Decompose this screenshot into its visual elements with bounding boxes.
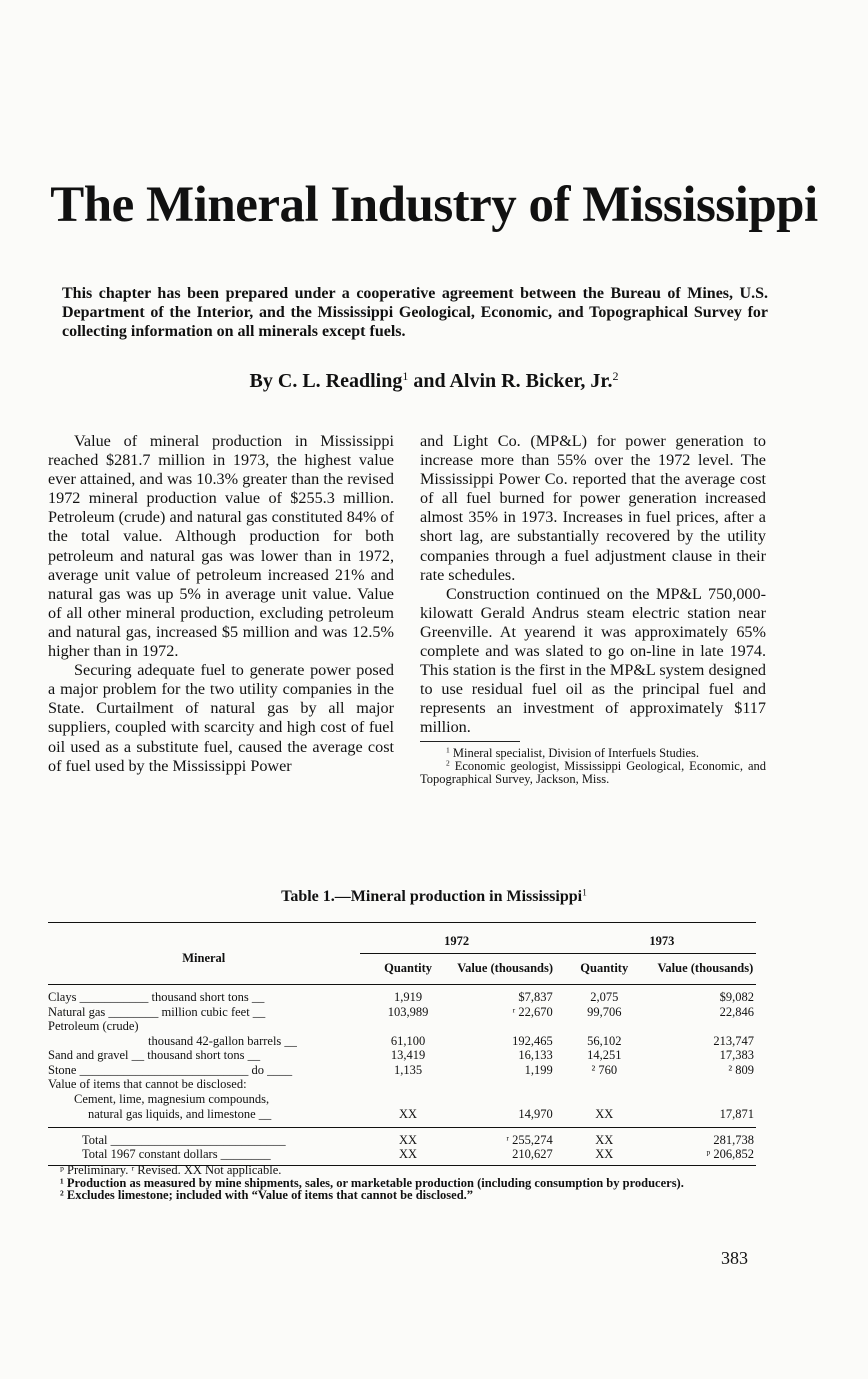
cell-mineral: Sand and gravel __ thousand short tons __ <box>48 1048 261 1062</box>
table-totals <box>48 1127 756 1165</box>
table-title <box>0 888 868 906</box>
table-title-text: Table 1.—Mineral production in Mississippi <box>281 888 583 905</box>
cell-value-1973: ᵖ 206,852 <box>655 1147 756 1165</box>
column-header-year-1973: 1973 <box>554 923 756 954</box>
cell-value-1973: ² 809 <box>728 1062 754 1077</box>
cell-quantity-1973: XX <box>554 1147 655 1165</box>
author-1-footnote-mark: 1 <box>402 368 409 383</box>
cell-quantity-1972 <box>360 1077 457 1092</box>
cell-quantity-1972: XX <box>360 1147 457 1165</box>
cell-quantity-1972: 1,135 <box>394 1062 423 1077</box>
page-number: 383 <box>721 1248 748 1268</box>
author-2-footnote-mark: 2 <box>612 368 619 383</box>
cell-value-1972: 192,465 <box>512 1033 553 1048</box>
cell-quantity-1973: ² 760 <box>591 1062 618 1077</box>
cell-quantity-1972: XX <box>360 1106 457 1127</box>
cell-mineral: Total ____________________________ <box>82 1132 286 1147</box>
table-note: ² Excludes limestone; included with “Value of items that cannot be disclosed.” <box>60 1188 474 1202</box>
cell-quantity-1973 <box>554 1019 655 1034</box>
cell-quantity-1972: 61,100 <box>390 1033 426 1048</box>
cell-mineral: natural gas liquids, and limestone __ <box>48 1106 360 1127</box>
cell-quantity-1972 <box>360 1092 457 1107</box>
cell-value-1972: 16,133 <box>518 1048 553 1062</box>
mineral-production-table <box>48 922 756 1166</box>
table-title-footnote-mark: 1 <box>582 887 587 899</box>
table-row <box>48 1034 756 1049</box>
footnote-mark: 1 <box>446 745 450 754</box>
table-note: ᵖ Preliminary. ʳ Revised. XX Not applicable. <box>60 1163 282 1177</box>
body-paragraph: and Light Co. (MP&L) for power generation to increase more than 55% over the 1972 level. The Mississippi Power Co. reported that the average cost of all fuel burned for power generation increased almost 35% in 1973. Increases in fuel prices, after a short lag, are substantially recovered by the utility companies through a fuel adjustment clause in their rate schedules. <box>420 432 766 584</box>
table-row <box>48 1106 756 1127</box>
footnote-text: Mineral specialist, Division of Interfuels Studies. <box>452 745 700 760</box>
table-row <box>48 1063 756 1078</box>
author-1: By C. L. Readling <box>249 370 403 392</box>
cell-quantity-1973: 99,706 <box>587 1004 622 1019</box>
cell-mineral: Stone ___________________________ do ____ <box>48 1062 293 1077</box>
cell-quantity-1973: 14,251 <box>587 1048 622 1062</box>
author-2: and Alvin R. Bicker, Jr. <box>408 370 613 392</box>
cell-mineral: thousand 42-gallon barrels __ <box>148 1033 297 1048</box>
cell-mineral: Total 1967 constant dollars ________ <box>48 1147 360 1165</box>
cell-quantity-1973 <box>554 1092 655 1107</box>
footnote-mark: 2 <box>446 758 450 767</box>
cell-quantity-1973 <box>554 1077 655 1092</box>
data-table <box>48 922 756 1166</box>
column-header-quantity: Quantity <box>580 960 629 975</box>
byline <box>0 370 868 393</box>
cell-value-1972 <box>457 1077 554 1092</box>
table-row <box>48 1005 756 1020</box>
cell-value-1973: $9,082 <box>719 990 754 1004</box>
cell-value-1973: 22,846 <box>719 1004 754 1019</box>
cell-quantity-1973: XX <box>554 1106 655 1127</box>
table-row <box>48 985 756 1005</box>
cell-value-1972: $7,837 <box>518 990 553 1004</box>
cell-value-1973 <box>655 1077 756 1092</box>
total-row <box>48 1127 756 1147</box>
body-paragraph: Value of mineral production in Mississippi reached $281.7 million in 1973, the highest value ever attained, and was 10.3% greater than the revised 1972 mineral production value of $255.3 million. Petroleum (crude) and natural gas constituted 84% of the total value. Although production for both petroleum and natural gas was lower than in 1972, average unit value of petroleum increased 21% and natural gas was up 5% in average unit value. Value of all other mineral production, excluding petroleum and natural gas, increased $5 million and was 12.5% higher than in 1972. <box>48 432 394 661</box>
author-footnote <box>420 760 766 786</box>
table-row <box>48 1092 756 1107</box>
cell-mineral: Clays ___________ thousand short tons __ <box>48 990 265 1004</box>
cell-mineral: Value of items that cannot be disclosed: <box>48 1077 247 1091</box>
cell-value-1972: ʳ 255,274 <box>506 1132 553 1147</box>
table-row <box>48 1077 756 1092</box>
cell-value-1973 <box>655 1092 756 1107</box>
column-header-value: Value (thousands) <box>457 960 554 975</box>
column-header-year-1972: 1972 <box>360 923 554 954</box>
cell-value-1973 <box>655 1019 756 1034</box>
table-body <box>48 985 756 1128</box>
body-paragraph: Securing adequate fuel to generate power posed a major problem for the two utility companies in the State. Curtailment of natural gas by all major suppliers, coupled with scarcity and high cost of fuel oil used as a substitute fuel, caused the average cost of fuel used by the Mississippi Power <box>48 661 394 775</box>
table-note: ¹ Production as measured by mine shipments, sales, or marketable production (including consumption by producers). <box>60 1175 684 1190</box>
page-title: The Mineral Industry of Mississippi <box>50 177 818 233</box>
cell-quantity-1972: 13,419 <box>390 1048 426 1062</box>
cell-quantity-1973: 56,102 <box>587 1033 622 1048</box>
footnote-rule <box>420 741 520 742</box>
table-row <box>48 1019 756 1034</box>
cell-value-1973: 17,383 <box>719 1048 754 1062</box>
cell-quantity-1973: XX <box>595 1132 614 1147</box>
body-column-right <box>420 432 766 786</box>
cell-quantity-1972: 1,919 <box>394 990 423 1004</box>
cell-value-1973: 17,871 <box>655 1106 756 1127</box>
cell-value-1972 <box>457 1019 554 1034</box>
cell-quantity-1972: XX <box>399 1132 418 1147</box>
cell-value-1973: 213,747 <box>713 1033 754 1048</box>
cell-quantity-1972: 103,989 <box>387 1004 429 1019</box>
cell-value-1972: ʳ 22,670 <box>512 1004 553 1019</box>
footnote-text: Economic geologist, Mississippi Geological, Economic, and Topographical Survey, Jackson, Miss. <box>420 758 767 786</box>
cell-value-1972: 1,199 <box>524 1062 553 1077</box>
table-row <box>48 1048 756 1063</box>
cell-quantity-1973: 2,075 <box>590 990 619 1004</box>
column-header-mineral: Mineral <box>182 950 226 965</box>
cell-value-1972: 14,970 <box>457 1106 554 1127</box>
cell-quantity-1972 <box>360 1019 457 1034</box>
table-notes <box>48 1164 756 1202</box>
body-column-left <box>48 432 394 776</box>
cell-mineral: Petroleum (crude) <box>48 1019 139 1033</box>
cell-value-1973: 281,738 <box>713 1132 754 1147</box>
cell-value-1972: 210,627 <box>457 1147 554 1165</box>
cell-mineral: Natural gas ________ million cubic feet __ <box>48 1004 266 1019</box>
cell-value-1972 <box>457 1092 554 1107</box>
column-header-quantity: Quantity <box>384 960 433 975</box>
chapter-preamble: This chapter has been prepared under a cooperative agreement between the Bureau of Mines, U.S. Department of the Interior, and the Mississippi Geological, Economic, and Topographical Survey for collecting information on all minerals except fuels. <box>62 285 768 340</box>
column-header-value: Value (thousands) <box>657 960 754 975</box>
cell-mineral: Cement, lime, magnesium compounds, <box>74 1091 270 1106</box>
body-paragraph: Construction continued on the MP&L 750,000-kilowatt Gerald Andrus steam electric station near Greenville. At yearend it was approximately 65% complete and was slated to go on-line in late 1974. This station is the first in the MP&L system designed to use residual fuel oil as the principal fuel and represents an investment of approximately $117 million. <box>420 584 766 737</box>
